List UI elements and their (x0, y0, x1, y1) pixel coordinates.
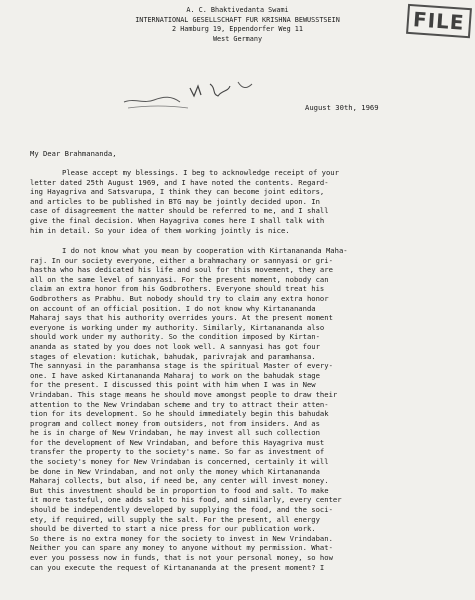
text-line: should be independently developed by supplying the food, and the soci- (30, 505, 333, 515)
paragraph-2 (30, 246, 460, 572)
paragraph-1 (30, 168, 460, 235)
text-line: everyone is working under my authority. Similarly, Kirtanananda also (30, 322, 325, 332)
text-line: claim an extra honor from his Godbrothers. Everyone should treat his (30, 284, 325, 294)
text-line: hastha who has dedicated his life and soul for this movement, they are (30, 265, 333, 275)
letterhead-address: 2 Hamburg 19, Eppendorfer Weg 11 (172, 25, 303, 33)
text-line: The sannyasi in the paramhansa stage is the spiritual Master of every- (30, 361, 333, 371)
text-line: one. I have asked Kirtanananda Maharaj to work on the bahudak stage (30, 370, 320, 380)
text-line: be done in New Vrindaban, and not only the money which Kirtanananda (30, 466, 320, 476)
text-line: on account of an official position. I do not know why Kirtanananda (30, 303, 316, 313)
text-line: Vrindaban. This stage means he should move amongst people to draw their (30, 389, 338, 399)
letterhead-society: INTERNATIONAL GESELLSCHAFT FUR KRISHNA BEWUSSTSEIN (135, 15, 340, 24)
text-line: he is in charge of New Vrindaban, he may invest all such collection (30, 428, 320, 438)
text-line: the society's money for New Vrindaban is concerned, certainly it will (30, 457, 329, 467)
letter-date: August 30th, 1969 (305, 103, 379, 112)
text-line: attention to the New Vrindaban scheme and try to attract their atten- (30, 399, 329, 409)
text-line: can you execute the request of Kirtanananda at the present moment? I (30, 562, 325, 572)
text-line: it more tasteful, one adds salt to his food, and similarly, every center (30, 495, 342, 505)
text-line: Godbrothers as Prabhu. But nobody should try to claim any extra honor (30, 293, 329, 303)
text-line: for the development of New Vrindaban, and before this Hayagriva must (30, 437, 325, 447)
letterhead (0, 6, 475, 44)
text-line: letter dated 25th August 1969, and I have noted the contents. Regard- (30, 177, 329, 187)
text-line: stages of elevation: kutichak, bahudak, parivrajak and paramhansa. (30, 351, 316, 361)
text-line: Maharaj says that his authority overrides yours. At the present moment (30, 313, 333, 323)
text-line: Please accept my blessings. I beg to acknowledge receipt of your (62, 168, 339, 177)
text-line: raj. In our society everyone, either a brahmachary or sannyasi or gri- (30, 255, 333, 265)
text-line: tion for its development. So he should immediately begin this bahudak (30, 409, 329, 419)
text-line: But this investment should be in proportion to food and salt. To make (30, 485, 329, 495)
letterhead-country: West Germany (212, 34, 263, 43)
text-line: all on the same level of sannyasi. For the present moment, nobody can (30, 274, 329, 284)
letterhead-name: A. C. Bhaktivedanta Swami (186, 6, 289, 14)
text-line: Maharaj collects, but also, if need be, any center will invest money. (30, 476, 329, 486)
text-line: case of disagreement the matter should be referred to me, and I shall (30, 206, 329, 216)
text-line: and articles to be published in BTG may be jointly decided upon. In (30, 196, 320, 206)
text-line: for the present. I discussed this point with him when I was in New (30, 380, 316, 390)
salutation: My Dear Brahmananda, (30, 149, 117, 158)
text-line: So there is no extra money for the society to invest in New Vrindaban. (30, 533, 333, 543)
text-line: should work under my authority. So the condition imposed by Kirtan- (30, 332, 320, 342)
handwritten-scribble (120, 72, 270, 112)
text-line: ever you possess now in funds, that is not your personal money, so how (30, 553, 333, 562)
file-stamp: FILE (407, 4, 472, 38)
text-line: program and collect money from outsiders, not from insiders. And as (30, 418, 320, 428)
text-line: him in detail. So your idea of them working jointly is nice. (30, 225, 290, 235)
text-line: I do not know what you mean by cooperation with Kirtanananda Maha- (62, 246, 348, 255)
text-line: Neither you can spare any money to anyone without my permission. What- (30, 543, 333, 553)
text-line: ing Hayagriva and Satsvarupa, I think they can become joint editors, (30, 187, 325, 197)
text-line: transfer the property to the society's name. So far as investment of (30, 447, 325, 457)
text-line: ananda as stated by you does not look well. A sannyasi has got four (30, 341, 320, 351)
text-line: give the final decision. When Hayagriva comes here I shall talk with (30, 215, 325, 225)
text-line: should be diverted to start a nice press for our publication work. (30, 524, 316, 534)
text-line: ety, if required, will supply the salt. For the present, all energy (30, 514, 320, 524)
